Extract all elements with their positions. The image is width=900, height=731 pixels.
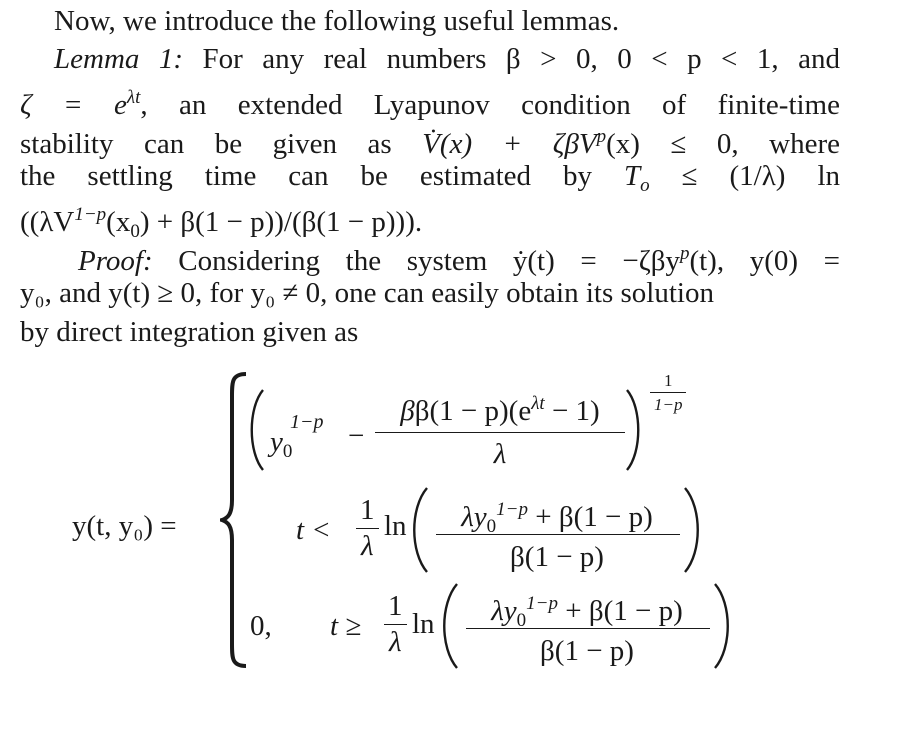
lemma-line-5: $((\lambda V^{1-p}(x_0) + \beta(1 - p))/(\beta(1 - p)))$.: [20, 204, 423, 242]
cond1-frac: $\frac{1}{\lambda}$: [356, 496, 379, 561]
equation-lhs: y(t, y₀) =: [72, 510, 177, 542]
proof-line-1: Proof: Considering the system ẏ(t) = −ζβy$^p$(t), y(0) =: [78, 243, 840, 277]
cond1-ln: ln: [384, 510, 407, 542]
intro-text: Now, we introduce the following useful lemmas.: [54, 5, 620, 37]
lemma-label: Lemma 1:: [54, 43, 184, 75]
case1-fraction-bar: [375, 432, 625, 433]
case1-outer-exponent: $\frac{1}{1-p}$: [650, 372, 686, 413]
proof-label: Proof:: [78, 245, 153, 277]
cond2-ln: ln: [412, 608, 435, 640]
cond2-frac: $\frac{1}{\lambda}$: [384, 592, 407, 657]
cond1-right-paren-icon: [682, 486, 704, 574]
cond2-left-paren-icon: [438, 582, 460, 670]
case2-value: 0,: [250, 610, 272, 642]
lemma-line-2: $\zeta = e^{\lambda t}$, an extended Lyapunov condition of finite-time: [20, 87, 840, 121]
case1-base-exp: 1−p: [290, 411, 324, 433]
cond2-fraction-bar: [466, 628, 710, 629]
cond1-denominator: β(1 − p): [510, 541, 604, 573]
proof-line-3: by direct integration given as: [20, 316, 359, 348]
case1-denominator: λ: [493, 438, 507, 470]
cond1-fraction-bar: [436, 534, 680, 535]
right-paren-icon: [624, 388, 644, 472]
proof-line-2: y₀, and y(t) ≥ 0, for y₀ ≠ 0, one can easily obtain its solution: [20, 277, 714, 309]
left-paren-icon: [246, 388, 266, 472]
lemma-line-4: the settling time can be estimated by $T_o \le (1/\lambda)$ ln: [20, 160, 840, 196]
cond2-t: t ≥: [330, 610, 362, 642]
lemma-line-3: stability can be given as V̇(x) + ζβV$^p$(x) ≤ 0, where: [20, 126, 840, 160]
cond1-numerator: $\lambda y_0^{1-p} + \beta(1 - p)$: [461, 499, 653, 537]
case1-base: $y_0$: [270, 426, 293, 462]
cond2-right-paren-icon: [712, 582, 734, 670]
cond1-left-paren-icon: [408, 486, 430, 574]
cond2-denominator: β(1 − p): [540, 635, 634, 667]
case1-minus: −: [348, 420, 365, 452]
case1-numerator: $\beta\beta(1 - p)(e^{\lambda t} - 1)$: [400, 393, 600, 427]
lemma-line-1: Lemma 1: For any real numbers β > 0, 0 < p < 1, and: [54, 43, 840, 75]
cond2-numerator: $\lambda y_0^{1-p} + \beta(1 - p)$: [491, 593, 683, 631]
cond1-t: t <: [296, 514, 331, 546]
